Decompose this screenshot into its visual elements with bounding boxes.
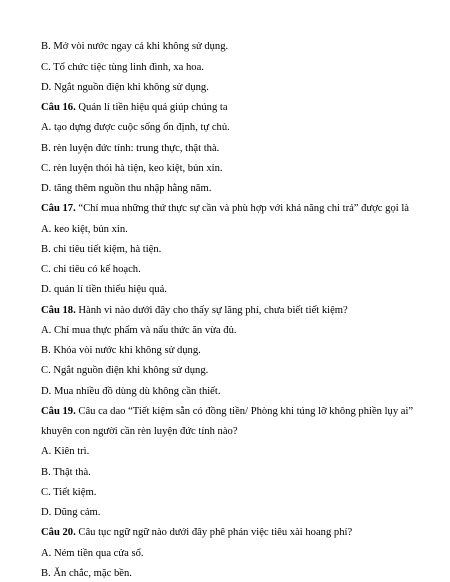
option-line: A. Chỉ mua thực phẩm và nấu thức ăn vừa đủ. bbox=[41, 325, 237, 336]
continuation-line: khuyên con người cần rèn luyện đức tính nào? bbox=[41, 426, 238, 437]
option-line: D. Dũng cảm. bbox=[41, 507, 101, 518]
question-text: “Chỉ mua những thứ thực sự cần và phù hợp với khả năng chi trả” được gọi là bbox=[75, 203, 409, 214]
option-line: D. tăng thêm nguồn thu nhập hằng năm. bbox=[41, 183, 212, 194]
option-line: C. Ngắt nguồn điện khi không sử dụng. bbox=[41, 365, 209, 376]
option-line: B. Thật thà. bbox=[41, 467, 91, 478]
question-text: Quản lí tiền hiệu quả giúp chúng ta bbox=[75, 102, 228, 113]
option-line: C. Tổ chức tiệc tùng linh đình, xa hoa. bbox=[41, 62, 204, 73]
option-line: D. Mua nhiều đồ dùng dù không cần thiết. bbox=[41, 386, 221, 397]
question-label: Câu 19. bbox=[41, 406, 76, 417]
option-line: A. keo kiệt, bủn xỉn. bbox=[41, 224, 128, 235]
option-line: D. quản lí tiền thiếu hiệu quả. bbox=[41, 284, 167, 295]
option-line: A. tạo dựng được cuộc sống ổn định, tự chủ. bbox=[41, 122, 230, 133]
question-label: Câu 16. bbox=[41, 102, 76, 113]
option-line: B. Ăn chắc, mặc bền. bbox=[41, 568, 132, 579]
question-label: Câu 18. bbox=[41, 305, 76, 316]
question-line bbox=[41, 526, 352, 539]
question-line bbox=[41, 304, 348, 317]
option-line: D. Ngắt nguồn điện khi không sử dụng. bbox=[41, 82, 209, 93]
option-line: B. Khóa vòi nước khi không sử dụng. bbox=[41, 345, 201, 356]
option-line: A. Kiên trì. bbox=[41, 446, 90, 457]
option-line: B. chi tiêu tiết kiệm, hà tiện. bbox=[41, 244, 162, 255]
option-line: B. Mở vòi nước ngay cả khi không sử dụng. bbox=[41, 41, 229, 52]
option-line: A. Ném tiền qua cửa sổ. bbox=[41, 548, 144, 559]
option-line: C. Tiết kiệm. bbox=[41, 487, 97, 498]
question-text: Hành vi nào dưới đây cho thấy sự lãng phí, chưa biết tiết kiệm? bbox=[75, 305, 348, 316]
option-line: C. rèn luyện thói hà tiện, keo kiệt, bủn xỉn. bbox=[41, 163, 223, 174]
question-text: Câu tục ngữ ngữ nào dưới đây phê phán việc tiêu xài hoang phí? bbox=[75, 527, 353, 538]
question-line bbox=[41, 202, 409, 215]
question-label: Câu 20. bbox=[41, 527, 76, 538]
question-line bbox=[41, 405, 413, 418]
question-label: Câu 17. bbox=[41, 203, 76, 214]
option-line: B. rèn luyện đức tính: trung thực, thật thà. bbox=[41, 143, 220, 154]
option-line: C. chi tiêu có kế hoạch. bbox=[41, 264, 141, 275]
question-line bbox=[41, 101, 228, 114]
question-text: Câu ca dao “Tiết kiệm sẵn có đồng tiền/ Phòng khi túng lỡ không phiền lụy ai” bbox=[75, 406, 414, 417]
